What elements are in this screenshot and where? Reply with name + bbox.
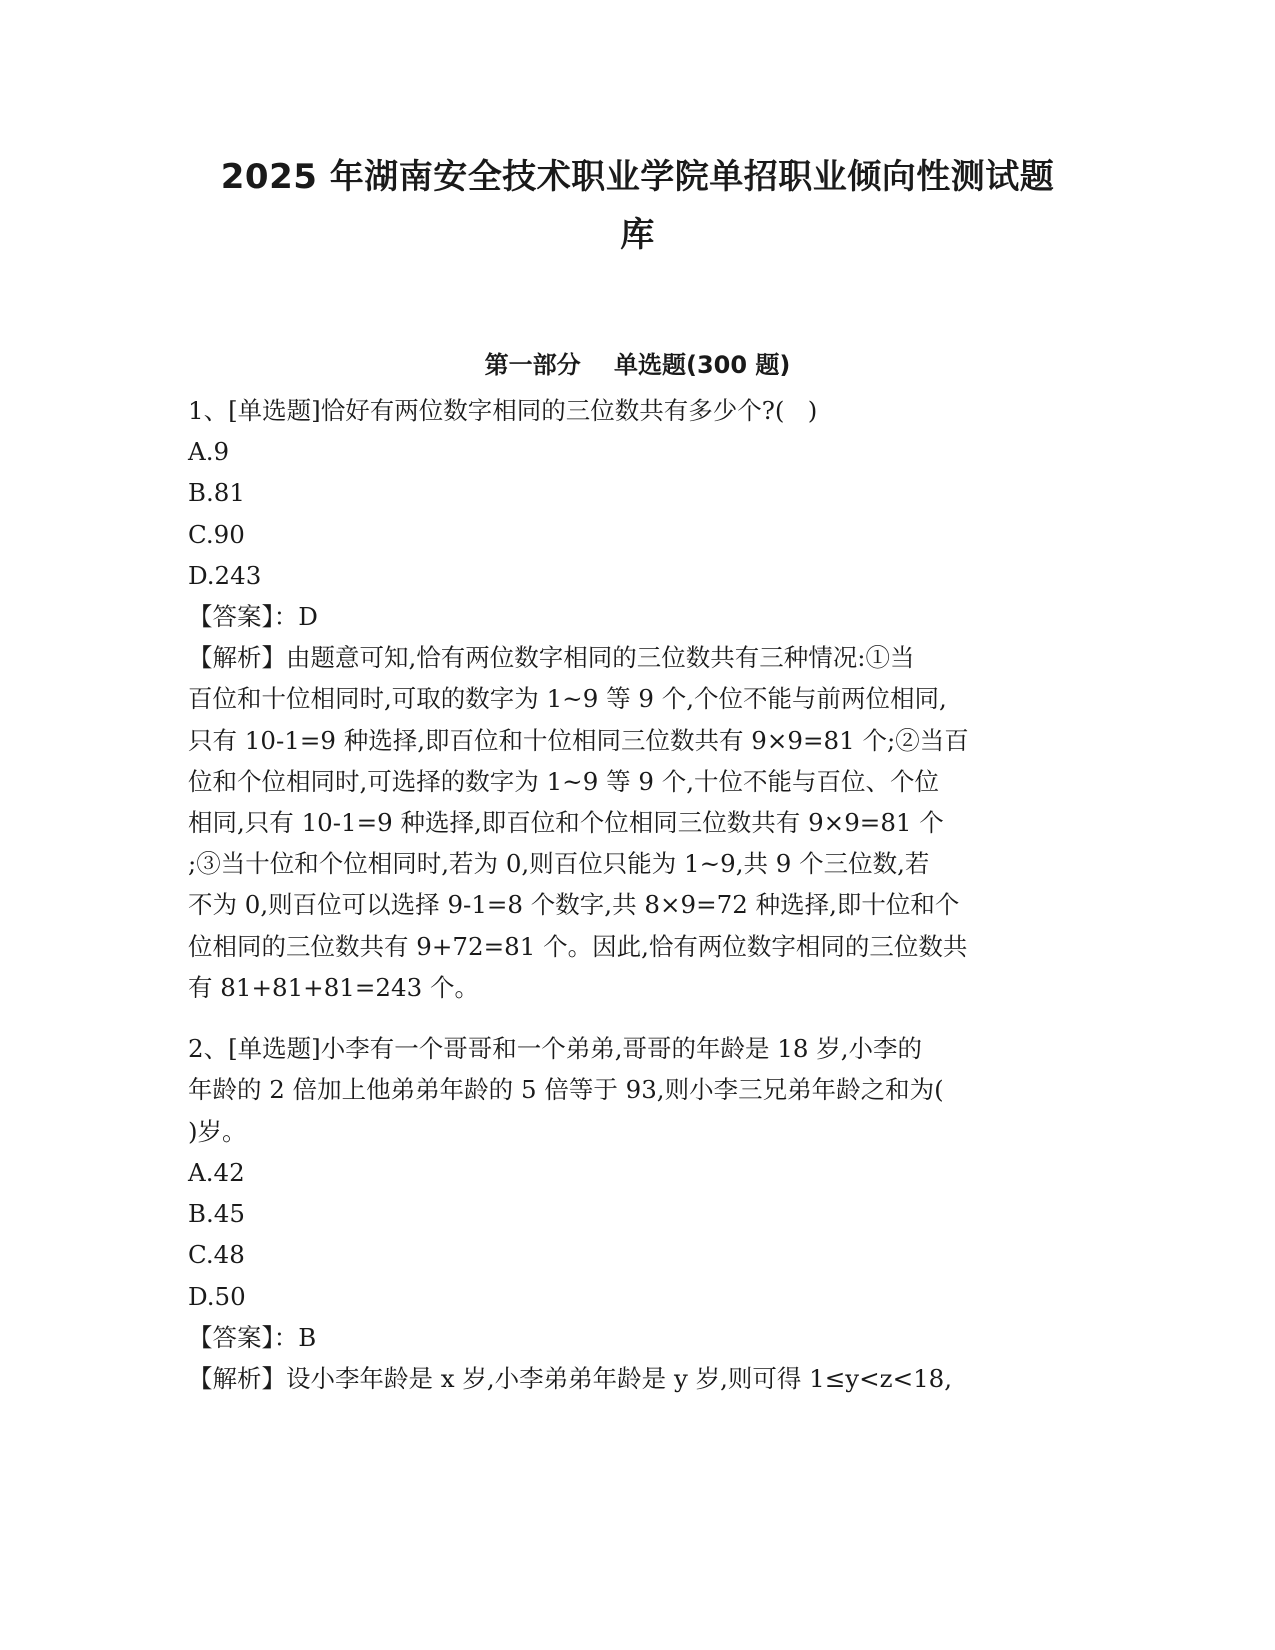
question-2-stem-line: 年龄的 2 倍加上他弟弟年龄的 5 倍等于 93,则小李三兄弟年龄之和为( xyxy=(188,1075,944,1104)
question-1-analysis-line: ;③当十位和个位相同时,若为 0,则百位只能为 1~9,共 9 个三位数,若 xyxy=(188,849,930,878)
question-1-option-a: A.9 xyxy=(188,437,230,466)
question-2-option-c: C.48 xyxy=(188,1240,245,1269)
question-2-analysis-line: 【解析】设小李年龄是 x 岁,小李弟弟年龄是 y 岁,则可得 1≤y<z<18, xyxy=(188,1364,953,1393)
question-1-analysis-line: 【解析】由题意可知,恰有两位数字相同的三位数共有三种情况:①当 xyxy=(188,643,915,672)
question-2-option-a: A.42 xyxy=(188,1158,245,1187)
question-1-analysis-line: 只有 10-1=9 种选择,即百位和十位相同三位数共有 9×9=81 个;②当百 xyxy=(188,726,969,755)
title-line-2: 库 xyxy=(620,215,655,255)
question-1-analysis-line: 相同,只有 10-1=9 种选择,即百位和个位相同三位数共有 9×9=81 个 xyxy=(188,808,944,837)
question-1-analysis-line: 有 81+81+81=243 个。 xyxy=(188,973,479,1002)
question-2-answer: 【答案】：B xyxy=(188,1323,317,1352)
document-title xyxy=(160,148,1115,264)
question-1-stem: 1、[单选题]恰好有两位数字相同的三位数共有多少个?( ) xyxy=(188,396,818,425)
question-1-analysis-line: 百位和十位相同时,可取的数字为 1~9 等 9 个,个位不能与前两位相同, xyxy=(188,684,947,713)
question-2-stem-line: )岁。 xyxy=(188,1117,247,1146)
question-2-option-d: D.50 xyxy=(188,1282,246,1311)
question-1-answer: 【答案】：D xyxy=(188,602,318,631)
section-heading: 第一部分 单选题(300 题) xyxy=(484,351,791,379)
question-1-analysis-line: 位和个位相同时,可选择的数字为 1~9 等 9 个,十位不能与百位、个位 xyxy=(188,767,940,796)
question-1-analysis-line: 位相同的三位数共有 9+72=81 个。因此,恰有两位数字相同的三位数共 xyxy=(188,932,968,961)
question-2-stem-line: 2、[单选题]小李有一个哥哥和一个弟弟,哥哥的年龄是 18 岁,小李的 xyxy=(188,1034,923,1063)
question-1-option-d: D.243 xyxy=(188,561,262,590)
question-2-option-b: B.45 xyxy=(188,1199,245,1228)
question-1-option-b: B.81 xyxy=(188,478,245,507)
title-line-1: 2025 年湖南安全技术职业学院单招职业倾向性测试题 xyxy=(220,157,1055,197)
question-1-option-c: C.90 xyxy=(188,520,245,549)
question-1-analysis-line: 不为 0,则百位可以选择 9-1=8 个数字,共 8×9=72 种选择,即十位和个 xyxy=(188,890,960,919)
